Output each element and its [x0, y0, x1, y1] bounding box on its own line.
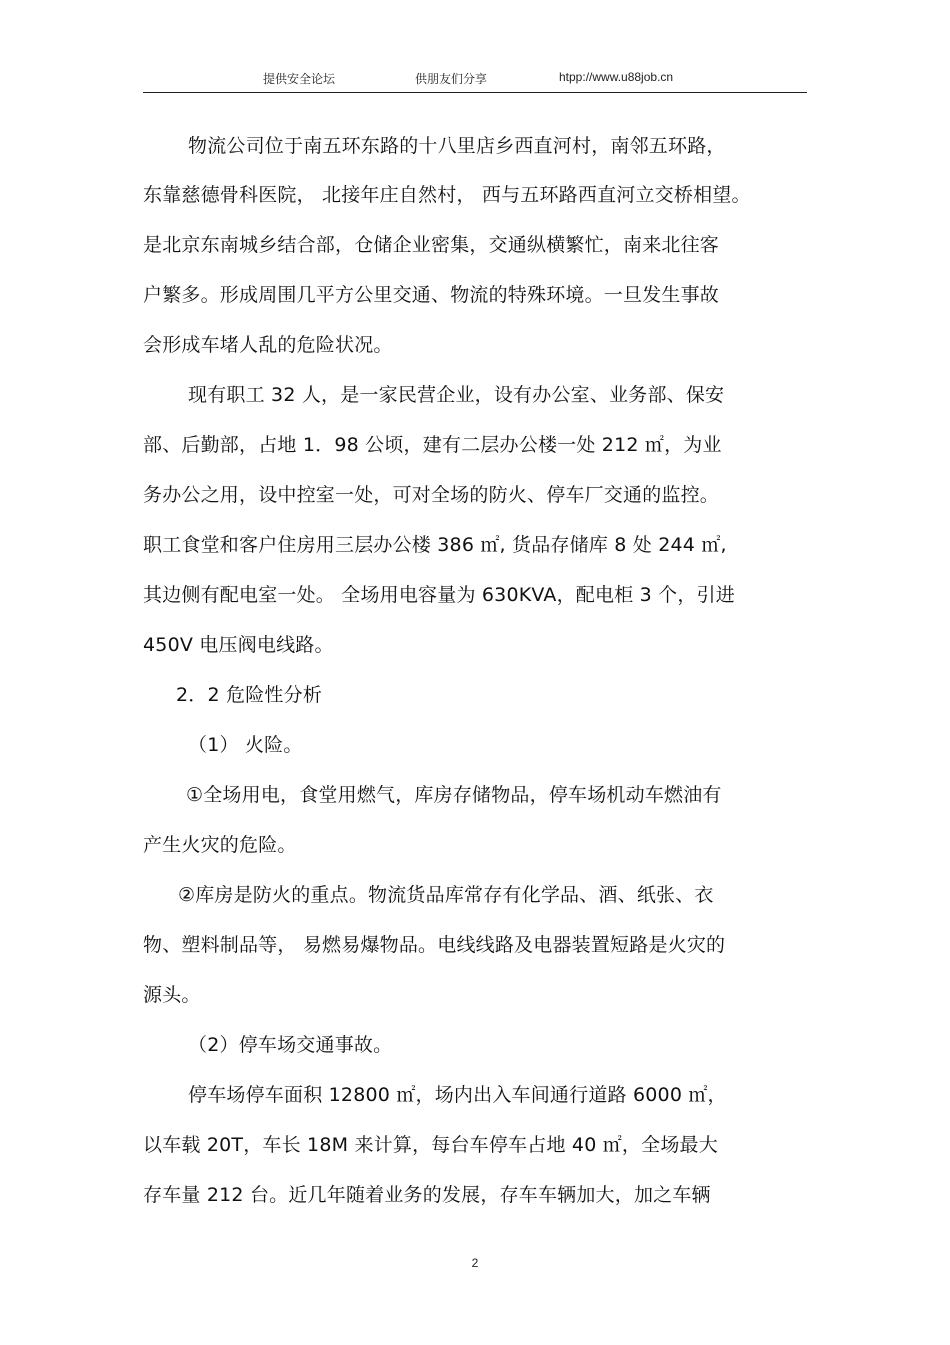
- text-line: ①全场用电，食堂用燃气，库房存储物品，停车场机动车燃油有: [186, 784, 722, 806]
- page-header: [143, 70, 807, 90]
- text-line: 务办公之用，设中控室一处，可对全场的防火、停车厂交通的监控。: [143, 484, 720, 506]
- text-line: 其边侧有配电室一处。 全场用电容量为 630KVA，配电柜 3 个，引进: [143, 584, 735, 606]
- text-line: 会形成车堵人乱的危险状况。: [143, 334, 393, 356]
- text-line: 存车量 212 台。近几年随着业务的发展，存车车辆加大，加之车辆: [143, 1184, 711, 1206]
- text-line: 以车载 20T，车长 18M 来计算，每台车停车占地 40 ㎡，全场最大: [143, 1134, 718, 1156]
- header-share-text: 供朋友们分享: [415, 72, 488, 86]
- text-line: 物、塑料制品等， 易燃易爆物品。电线线路及电器装置短路是火灾的: [143, 934, 726, 956]
- text-line: 职工食堂和客户住房用三层办公楼 386 ㎡, 货品存储库 8 处 244 ㎡,: [143, 534, 727, 556]
- text-line: 户繁多。形成周围几平方公里交通、物流的特殊环境。一旦发生事故: [143, 284, 720, 306]
- text-line: （1） 火险。: [188, 734, 303, 756]
- text-line: 现有职工 32 人，是一家民营企业，设有办公室、业务部、保安: [188, 384, 725, 406]
- text-line: ②库房是防火的重点。物流货品库常存有化学品、酒、纸张、衣: [178, 884, 714, 906]
- text-line: （2）停车场交通事故。: [188, 1034, 393, 1056]
- header-divider: [143, 92, 807, 93]
- text-line: 部、后勤部，占地 1．98 公顷，建有二层办公楼一处 212 ㎡，为业: [143, 434, 722, 456]
- text-line: 东靠慈德骨科医院， 北接年庄自然村， 西与五环路西直河立交桥相望。: [143, 184, 751, 206]
- page-number: 2: [471, 1256, 479, 1270]
- header-forum-text: 提供安全论坛: [263, 72, 336, 86]
- text-line: 450V 电压阀电线路。: [143, 634, 334, 656]
- text-line: 是北京东南城乡结合部，仓储企业密集，交通纵横繁忙，南来北往客: [143, 234, 720, 256]
- text-line: 源头。: [143, 984, 201, 1006]
- text-line: 产生火灾的危险。: [143, 834, 297, 856]
- text-line: 2．2 危险性分析: [176, 684, 323, 706]
- text-line: 停车场停车面积 12800 ㎡，场内出入车间通行道路 6000 ㎡，: [188, 1084, 727, 1106]
- header-url-text: htpp://www.u88job.cn: [559, 70, 674, 84]
- text-line: 物流公司位于南五环东路的十八里店乡西直河村，南邻五环路，: [188, 135, 726, 157]
